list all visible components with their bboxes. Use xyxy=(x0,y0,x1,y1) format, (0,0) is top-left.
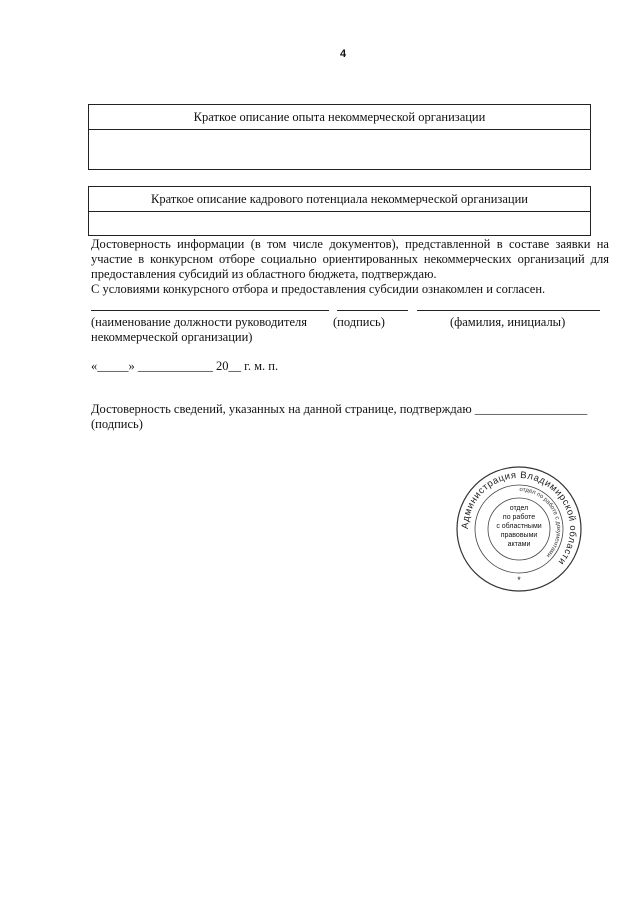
position-caption-1: (наименование должности руководителя xyxy=(91,315,307,329)
stamp-center-line-5: актами xyxy=(507,541,531,548)
stamp-star-icon: * xyxy=(517,575,521,585)
stamp-middle-text: отдел по работе с документами xyxy=(519,486,562,559)
stamp-center-line-1: отдел xyxy=(509,505,529,512)
stamp-center-line-2: по работе xyxy=(502,514,536,521)
signature-line xyxy=(337,310,408,311)
staff-potential-table xyxy=(88,186,591,236)
experience-table xyxy=(88,104,591,170)
statement-text xyxy=(91,237,609,297)
stamp-center-text xyxy=(496,505,541,548)
name-line xyxy=(417,310,600,311)
position-line xyxy=(91,310,329,311)
date-line: «_____» ____________ 20__ г. м. п. xyxy=(91,359,279,373)
staff-potential-table-header: Краткое описание кадрового потенциала некоммерческой организации xyxy=(89,187,590,212)
statement-paragraph-1: Достоверность информации (в том числе документов), представленной в составе заявки на участие в конкурсном отборе социально ориентированных некоммерческих организаций для предоставления субсидий из областного бюджета, подтверждаю. xyxy=(91,237,609,281)
confirmation-text: Достоверность сведений, указанных на данной странице, подтверждаю __________________ xyxy=(91,402,588,416)
stamp-center-line-4: правовыми xyxy=(500,532,538,539)
position-caption-2: некоммерческой организации) xyxy=(91,330,253,344)
confirmation-caption: (подпись) xyxy=(91,417,143,431)
statement-paragraph-2: С условиями конкурсного отбора и предоставления субсидии ознакомлен и согласен. xyxy=(91,282,546,296)
stamp-outer-text: Администрация Владимирской области xyxy=(459,469,579,568)
official-stamp xyxy=(455,465,583,593)
signature-caption: (подпись) xyxy=(333,315,385,329)
stamp-center-line-3: с областными xyxy=(496,523,542,530)
name-caption: (фамилия, инициалы) xyxy=(450,315,566,329)
experience-table-header: Краткое описание опыта некоммерческой организации xyxy=(89,105,590,130)
page-number: 4 xyxy=(340,48,347,60)
